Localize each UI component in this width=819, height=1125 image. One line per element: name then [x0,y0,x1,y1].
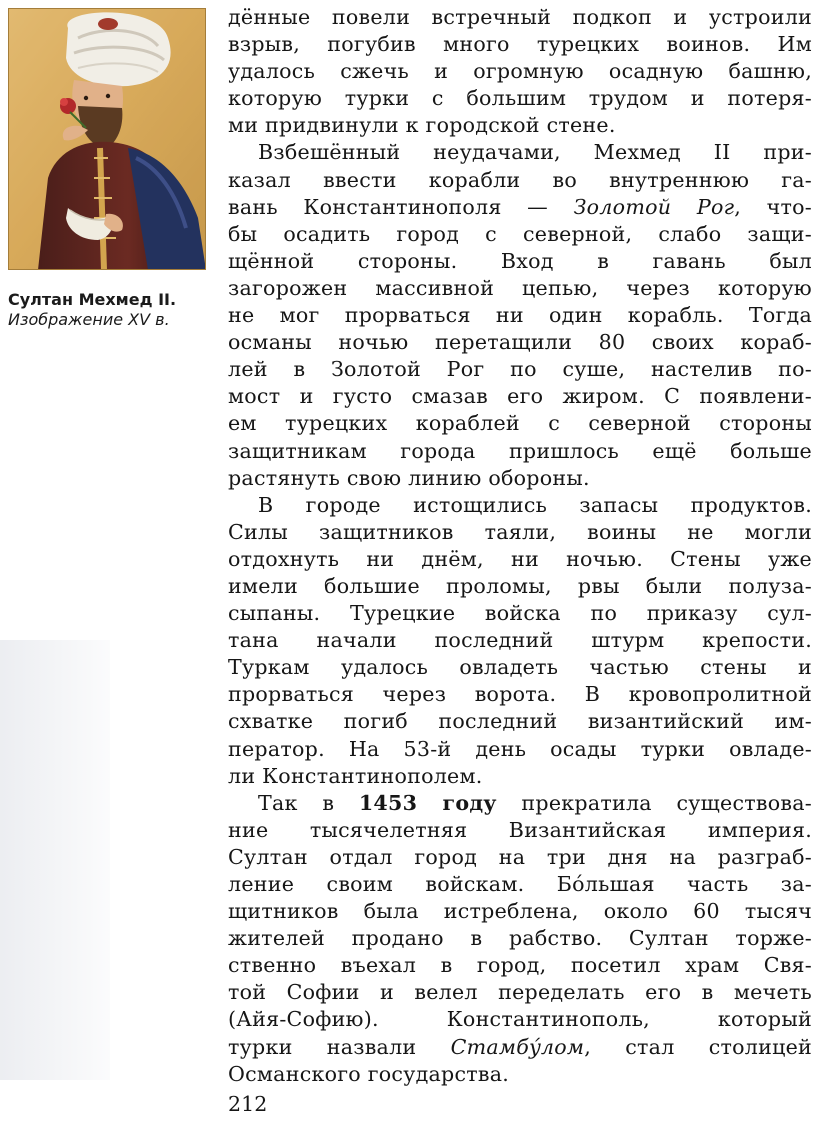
text-line [228,465,812,492]
text-run: дённые повели встречный подкоп и устроили [228,5,812,29]
text-run: жителей продано в рабство. Султан торже- [228,926,812,951]
caption-subtitle: Изображение XV в. [8,310,170,329]
text-run: сыпаны. Турецкие войска по приказу сул- [228,601,812,626]
text-line [228,85,812,112]
text-run: ператор. На 53-й день осады турки овладе- [228,736,812,761]
text-line [228,31,812,58]
text-run: щитников была истреблена, около 60 тысяч [228,899,812,924]
text-run: защитникам города пришлось ещё больше [228,438,812,463]
text-run: загорожен массивной цепью, через которую [228,275,812,300]
text-run: , стал столицей [584,1034,812,1059]
text-line [228,600,812,627]
text-line [228,871,812,898]
text-run: прорваться через ворота. В кровопролитной [228,682,812,707]
text-run: прекратила существова- [496,790,812,815]
text-line [228,58,812,85]
text-run: ли Константинополем. [228,763,483,788]
text-run: схватке погиб последний византийский им- [228,709,812,734]
text-run: отдохнуть ни днём, ни ночью. Стены уже [228,546,812,571]
text-run: (Айя-Софию). Константинополь, который [228,1007,812,1032]
text-line [228,275,812,302]
text-line [228,167,812,194]
text-run: щённой стороны. Вход в гавань был [228,248,812,273]
text-run: растянуть свою линию обороны. [228,465,590,490]
text-run: которую турки с большим трудом и потеря- [228,86,812,111]
text-run: 1453 году [358,790,497,815]
text-line [228,1061,812,1088]
text-line [228,112,812,139]
text-line [228,925,812,952]
text-run: тана начали последний штурм крепости. [228,628,812,653]
text-run: Так в [258,790,359,815]
paragraph [228,139,812,491]
text-run: , что- [734,194,812,219]
text-run: турки назвали [228,1034,451,1059]
text-run: бы осадить город с северной, слабо защи- [228,221,812,246]
text-line [228,1006,812,1033]
text-line [228,654,812,681]
text-run: ственно въехал в город, посетил храм Свя- [228,953,812,978]
text-line [228,681,812,708]
text-line [228,952,812,979]
text-line [228,790,812,817]
text-run: османы ночью перетащили 80 своих кораб- [228,330,812,355]
text-line [228,763,812,790]
text-run: имели большие проломы, рвы были полуза- [228,573,812,598]
text-line [228,573,812,600]
text-run: Золотой Рог [573,194,735,219]
faded-margin-bleed [0,640,110,1080]
text-run: Османского государства. [228,1061,510,1086]
text-line [228,844,812,871]
text-run: Взбешённый неудачами, Мехмед II при- [258,140,812,165]
text-line [228,438,812,465]
text-run: не мог прорваться ни один корабль. Тогда [228,303,812,328]
text-line [228,139,812,166]
text-run: взрыв, погубив много турецких воинов. Им [228,32,812,57]
text-run: той Софии и велел переделать его в мечеть [228,980,812,1005]
text-line [228,4,812,31]
text-run: ление своим войскам. Бóльшая часть за- [228,872,812,896]
text-line [228,817,812,844]
page-number: 212 [228,1092,268,1116]
text-line [228,898,812,925]
paragraph [228,4,812,139]
text-line [228,708,812,735]
text-run: казал ввести корабли во внутреннюю га- [228,167,812,192]
paragraph [228,492,812,790]
text-run: Султан отдал город на три дня на разграб- [228,844,812,869]
text-line [228,979,812,1006]
text-line [228,519,812,546]
text-run: удалось сжечь и огромную осадную башню, [228,59,812,84]
sultan-portrait-image [8,8,206,270]
text-run: Туркам удалось овладеть частью стены и [228,655,812,680]
body-text [228,4,812,1088]
text-run: вань Константинополя — [228,194,574,219]
text-run: ем турецких кораблей с северной стороны [228,411,812,436]
paragraph [228,790,812,1088]
text-line [228,492,812,519]
text-run: ми придвинули к городской стене. [228,113,616,138]
text-line [228,221,812,248]
text-run: ние тысячелетняя Византийская империя. [228,817,812,842]
text-line [228,302,812,329]
text-run: Силы защитников таяли, воины не могли [228,519,812,544]
text-line [228,329,812,356]
text-line [228,546,812,573]
text-line [228,383,812,410]
text-line [228,1034,812,1061]
text-line [228,194,812,221]
text-line [228,356,812,383]
text-line [228,410,812,437]
text-run: лей в Золотой Рог по суше, настелив по- [228,357,812,382]
text-line [228,248,812,275]
text-line [228,627,812,654]
text-line [228,736,812,763]
text-run: мост и густо смазав его жиром. С появлени- [228,384,812,409]
text-run: В городе истощились запасы продуктов. [258,492,812,517]
figure-caption [8,290,218,330]
caption-title: Султан Мехмед II. [8,290,177,309]
text-run: Стамбýлом [450,1034,585,1059]
